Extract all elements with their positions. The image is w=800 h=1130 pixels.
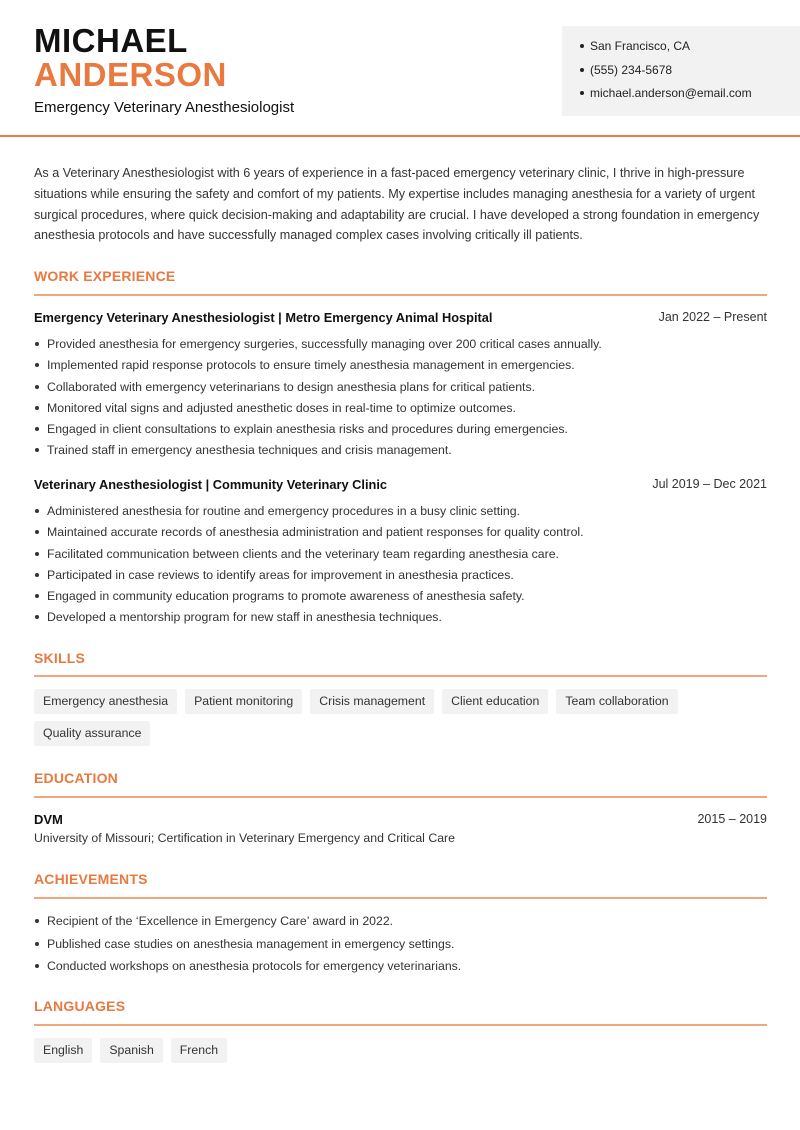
section-title-work: WORK EXPERIENCE <box>34 268 176 284</box>
job-dates: Jul 2019 – Dec 2021 <box>652 477 767 491</box>
job-heading: Veterinary Anesthesiologist | Community Veterinary Clinic <box>34 477 387 492</box>
section-divider <box>34 796 767 798</box>
job-title: Emergency Veterinary Anesthesiologist <box>34 99 295 116</box>
job-bullets <box>34 336 767 464</box>
summary: As a Veterinary Anesthesiologist with 6 years of experience in a fast-paced emergency veterinary clinic, I thrive in high-pressure situations while ensuring the safety and comfort of my patients. My expertise includes managing anesthesia for a variety of urgent surgical procedures, where quick decision-making and adaptability are crucial. I have developed a strong foundation in emergency anesthesia protocols and have successfully managed complex cases involving critically ill patients. <box>34 166 760 243</box>
section-divider <box>34 294 767 296</box>
contact-box <box>562 26 800 116</box>
section-divider <box>34 675 767 677</box>
list-item: Facilitated communication between clients and the veterinary team regarding anesthesia care. <box>34 546 767 567</box>
list-item: Recipient of the ‘Excellence in Emergency Care’ award in 2022. <box>34 913 767 936</box>
job-heading: Emergency Veterinary Anesthesiologist | Metro Emergency Animal Hospital <box>34 310 493 325</box>
list-item: Implemented rapid response protocols to ensure timely anesthesia management in emergencies. <box>34 357 767 378</box>
list-item: Engaged in community education programs to promote awareness of anesthesia safety. <box>34 588 767 609</box>
list-item: Conducted workshops on anesthesia protocols for emergency veterinarians. <box>34 958 767 981</box>
contact-location: San Francisco, CA <box>580 38 800 62</box>
language-tag: French <box>171 1038 227 1063</box>
first-name: MICHAEL <box>34 22 188 59</box>
education-dates: 2015 – 2019 <box>697 812 767 826</box>
section-title-achievements: ACHIEVEMENTS <box>34 871 148 887</box>
job-dates: Jan 2022 – Present <box>658 310 767 324</box>
skill-tag: Quality assurance <box>34 721 150 746</box>
skill-tag: Emergency anesthesia <box>34 689 177 714</box>
skill-tag: Crisis management <box>310 689 434 714</box>
contact-email: michael.anderson@email.com <box>580 85 800 109</box>
list-item: Maintained accurate records of anesthesia administration and patient responses for quality control. <box>34 524 767 545</box>
achievements-list <box>34 913 767 981</box>
section-divider <box>34 1024 767 1026</box>
resume-header <box>0 0 800 137</box>
languages-list <box>34 1038 767 1063</box>
language-tag: English <box>34 1038 92 1063</box>
list-item: Provided anesthesia for emergency surgeries, successfully managing over 200 critical cases annually. <box>34 336 767 357</box>
list-item: Published case studies on anesthesia management in emergency settings. <box>34 936 767 959</box>
section-title-languages: LANGUAGES <box>34 998 126 1014</box>
skill-tag: Patient monitoring <box>185 689 302 714</box>
education-school: University of Missouri; Certification in Veterinary Emergency and Critical Care <box>34 831 455 845</box>
skill-tag: Team collaboration <box>556 689 677 714</box>
list-item: Administered anesthesia for routine and emergency procedures in a busy clinic setting. <box>34 503 767 524</box>
contact-phone: (555) 234-5678 <box>580 62 800 86</box>
section-title-skills: SKILLS <box>34 650 85 666</box>
job-bullets <box>34 503 767 631</box>
list-item: Engaged in client consultations to explain anesthesia risks and procedures during emergencies. <box>34 421 767 442</box>
list-item: Collaborated with emergency veterinarians to design anesthesia plans for critical patients. <box>34 379 767 400</box>
skill-tag: Client education <box>442 689 548 714</box>
section-title-education: EDUCATION <box>34 770 118 786</box>
list-item: Trained staff in emergency anesthesia techniques and crisis management. <box>34 442 767 463</box>
list-item: Participated in case reviews to identify areas for improvement in anesthesia practices. <box>34 567 767 588</box>
list-item: Monitored vital signs and adjusted anesthetic doses in real-time to optimize outcomes. <box>34 400 767 421</box>
skills-list <box>34 689 767 746</box>
education-degree: DVM <box>34 812 63 827</box>
language-tag: Spanish <box>100 1038 162 1063</box>
section-divider <box>34 897 767 899</box>
last-name: ANDERSON <box>34 56 227 93</box>
list-item: Developed a mentorship program for new staff in anesthesia techniques. <box>34 609 767 630</box>
